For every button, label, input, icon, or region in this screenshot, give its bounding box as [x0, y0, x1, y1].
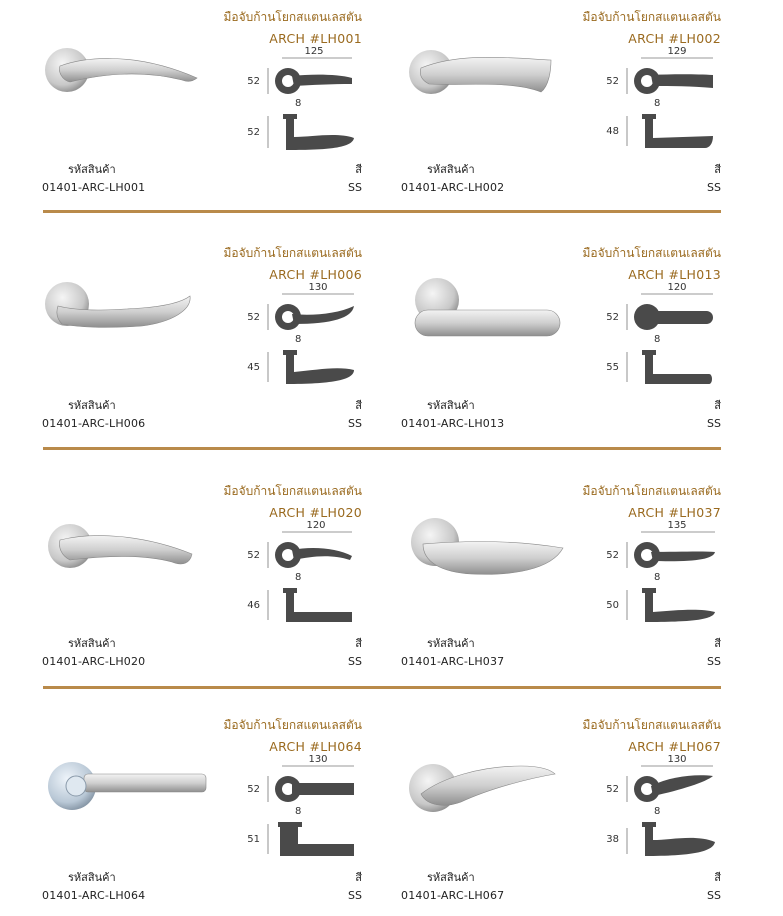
color-label: สี	[355, 871, 362, 884]
dim-length: 125	[304, 46, 324, 57]
color-value: SS	[707, 655, 721, 668]
dim-rose: 52	[247, 76, 260, 87]
lever-handle-photo	[42, 504, 212, 594]
dim-length: 130	[308, 754, 328, 765]
product-code: 01401-ARC-LH037	[401, 655, 505, 668]
model-number: ARCH #LH067	[628, 739, 721, 754]
dimension-drawing	[601, 752, 721, 860]
dimension-drawing	[601, 280, 721, 388]
product-code: 01401-ARC-LH067	[401, 889, 505, 902]
dim-rose: 52	[247, 784, 260, 795]
product-code: 01401-ARC-LH002	[401, 181, 505, 194]
model-number: ARCH #LH001	[269, 31, 362, 46]
product-card-lh013	[401, 236, 721, 441]
dim-height: 55	[606, 362, 619, 373]
product-title: มือจับก้านโยกสแตนเลสตัน	[582, 246, 721, 260]
lever-handle-photo	[401, 504, 571, 594]
dim-height: 48	[606, 126, 619, 137]
dim-rose: 52	[247, 550, 260, 561]
product-title: มือจับก้านโยกสแตนเลสตัน	[582, 484, 721, 498]
color-value: SS	[707, 417, 721, 430]
dim-height: 46	[247, 600, 260, 611]
dim-neck: 8	[654, 334, 661, 345]
dim-neck: 8	[295, 572, 302, 583]
code-label: รหัสสินค้า	[68, 399, 116, 412]
product-card-lh067	[401, 708, 721, 913]
dim-rose: 52	[606, 550, 619, 561]
lever-handle-photo	[42, 738, 212, 828]
color-label: สี	[355, 399, 362, 412]
code-label: รหัสสินค้า	[427, 637, 475, 650]
product-card-lh037	[401, 474, 721, 679]
dim-rose: 52	[606, 76, 619, 87]
product-code: 01401-ARC-LH020	[42, 655, 146, 668]
dim-height: 45	[247, 362, 260, 373]
dim-length: 120	[667, 282, 687, 293]
color-value: SS	[707, 181, 721, 194]
dimension-drawing	[601, 44, 721, 152]
dim-length: 120	[306, 520, 326, 531]
product-title: มือจับก้านโยกสแตนเลสตัน	[223, 10, 362, 24]
model-number: ARCH #LH006	[269, 267, 362, 282]
product-card-lh020	[42, 474, 362, 679]
model-number: ARCH #LH013	[628, 267, 721, 282]
product-code: 01401-ARC-LH006	[42, 417, 146, 430]
dim-length: 130	[667, 754, 687, 765]
dim-rose: 52	[247, 312, 260, 323]
dim-neck: 8	[654, 806, 661, 817]
code-label: รหัสสินค้า	[427, 163, 475, 176]
dim-neck: 8	[295, 806, 302, 817]
product-card-lh002	[401, 0, 721, 205]
product-code: 01401-ARC-LH001	[42, 181, 146, 194]
dim-height: 52	[247, 127, 260, 138]
model-number: ARCH #LH037	[628, 505, 721, 520]
color-value: SS	[707, 889, 721, 902]
lever-handle-photo	[401, 266, 571, 356]
dim-length: 129	[667, 46, 687, 57]
code-label: รหัสสินค้า	[68, 163, 116, 176]
dim-height: 38	[606, 834, 619, 845]
dim-rose: 52	[606, 312, 619, 323]
model-number: ARCH #LH064	[269, 739, 362, 754]
row-divider	[43, 686, 721, 689]
color-label: สี	[714, 399, 721, 412]
color-label: สี	[714, 871, 721, 884]
product-code: 01401-ARC-LH013	[401, 417, 505, 430]
product-card-lh006	[42, 236, 362, 441]
product-card-lh001	[42, 0, 362, 205]
product-title: มือจับก้านโยกสแตนเลสตัน	[223, 246, 362, 260]
model-number: ARCH #LH002	[628, 31, 721, 46]
dimension-drawing	[242, 518, 362, 626]
dim-neck: 8	[295, 98, 302, 109]
color-label: สี	[714, 163, 721, 176]
lever-handle-photo	[42, 266, 212, 356]
lever-handle-photo	[401, 30, 571, 120]
dimension-drawing	[242, 752, 362, 860]
lever-handle-photo	[401, 738, 571, 828]
model-number: ARCH #LH020	[269, 505, 362, 520]
code-label: รหัสสินค้า	[68, 871, 116, 884]
color-label: สี	[355, 637, 362, 650]
dim-height: 50	[606, 600, 619, 611]
color-value: SS	[348, 655, 362, 668]
dim-neck: 8	[654, 572, 661, 583]
dim-length: 130	[308, 282, 328, 293]
color-value: SS	[348, 889, 362, 902]
dim-neck: 8	[654, 98, 661, 109]
dim-length: 135	[667, 520, 687, 531]
color-value: SS	[348, 417, 362, 430]
dim-rose: 52	[606, 784, 619, 795]
dim-height: 51	[247, 834, 260, 845]
color-label: สี	[714, 637, 721, 650]
row-divider	[43, 447, 721, 450]
lever-handle-photo	[42, 30, 212, 120]
product-card-lh064	[42, 708, 362, 913]
product-title: มือจับก้านโยกสแตนเลสตัน	[582, 10, 721, 24]
code-label: รหัสสินค้า	[427, 871, 475, 884]
row-divider	[43, 210, 721, 213]
code-label: รหัสสินค้า	[427, 399, 475, 412]
product-title: มือจับก้านโยกสแตนเลสตัน	[223, 718, 362, 732]
code-label: รหัสสินค้า	[68, 637, 116, 650]
dimension-drawing	[601, 518, 721, 626]
color-value: SS	[348, 181, 362, 194]
dim-neck: 8	[295, 334, 302, 345]
product-title: มือจับก้านโยกสแตนเลสตัน	[223, 484, 362, 498]
dimension-drawing	[242, 44, 362, 152]
dimension-drawing	[242, 280, 362, 388]
product-code: 01401-ARC-LH064	[42, 889, 146, 902]
product-title: มือจับก้านโยกสแตนเลสตัน	[582, 718, 721, 732]
color-label: สี	[355, 163, 362, 176]
